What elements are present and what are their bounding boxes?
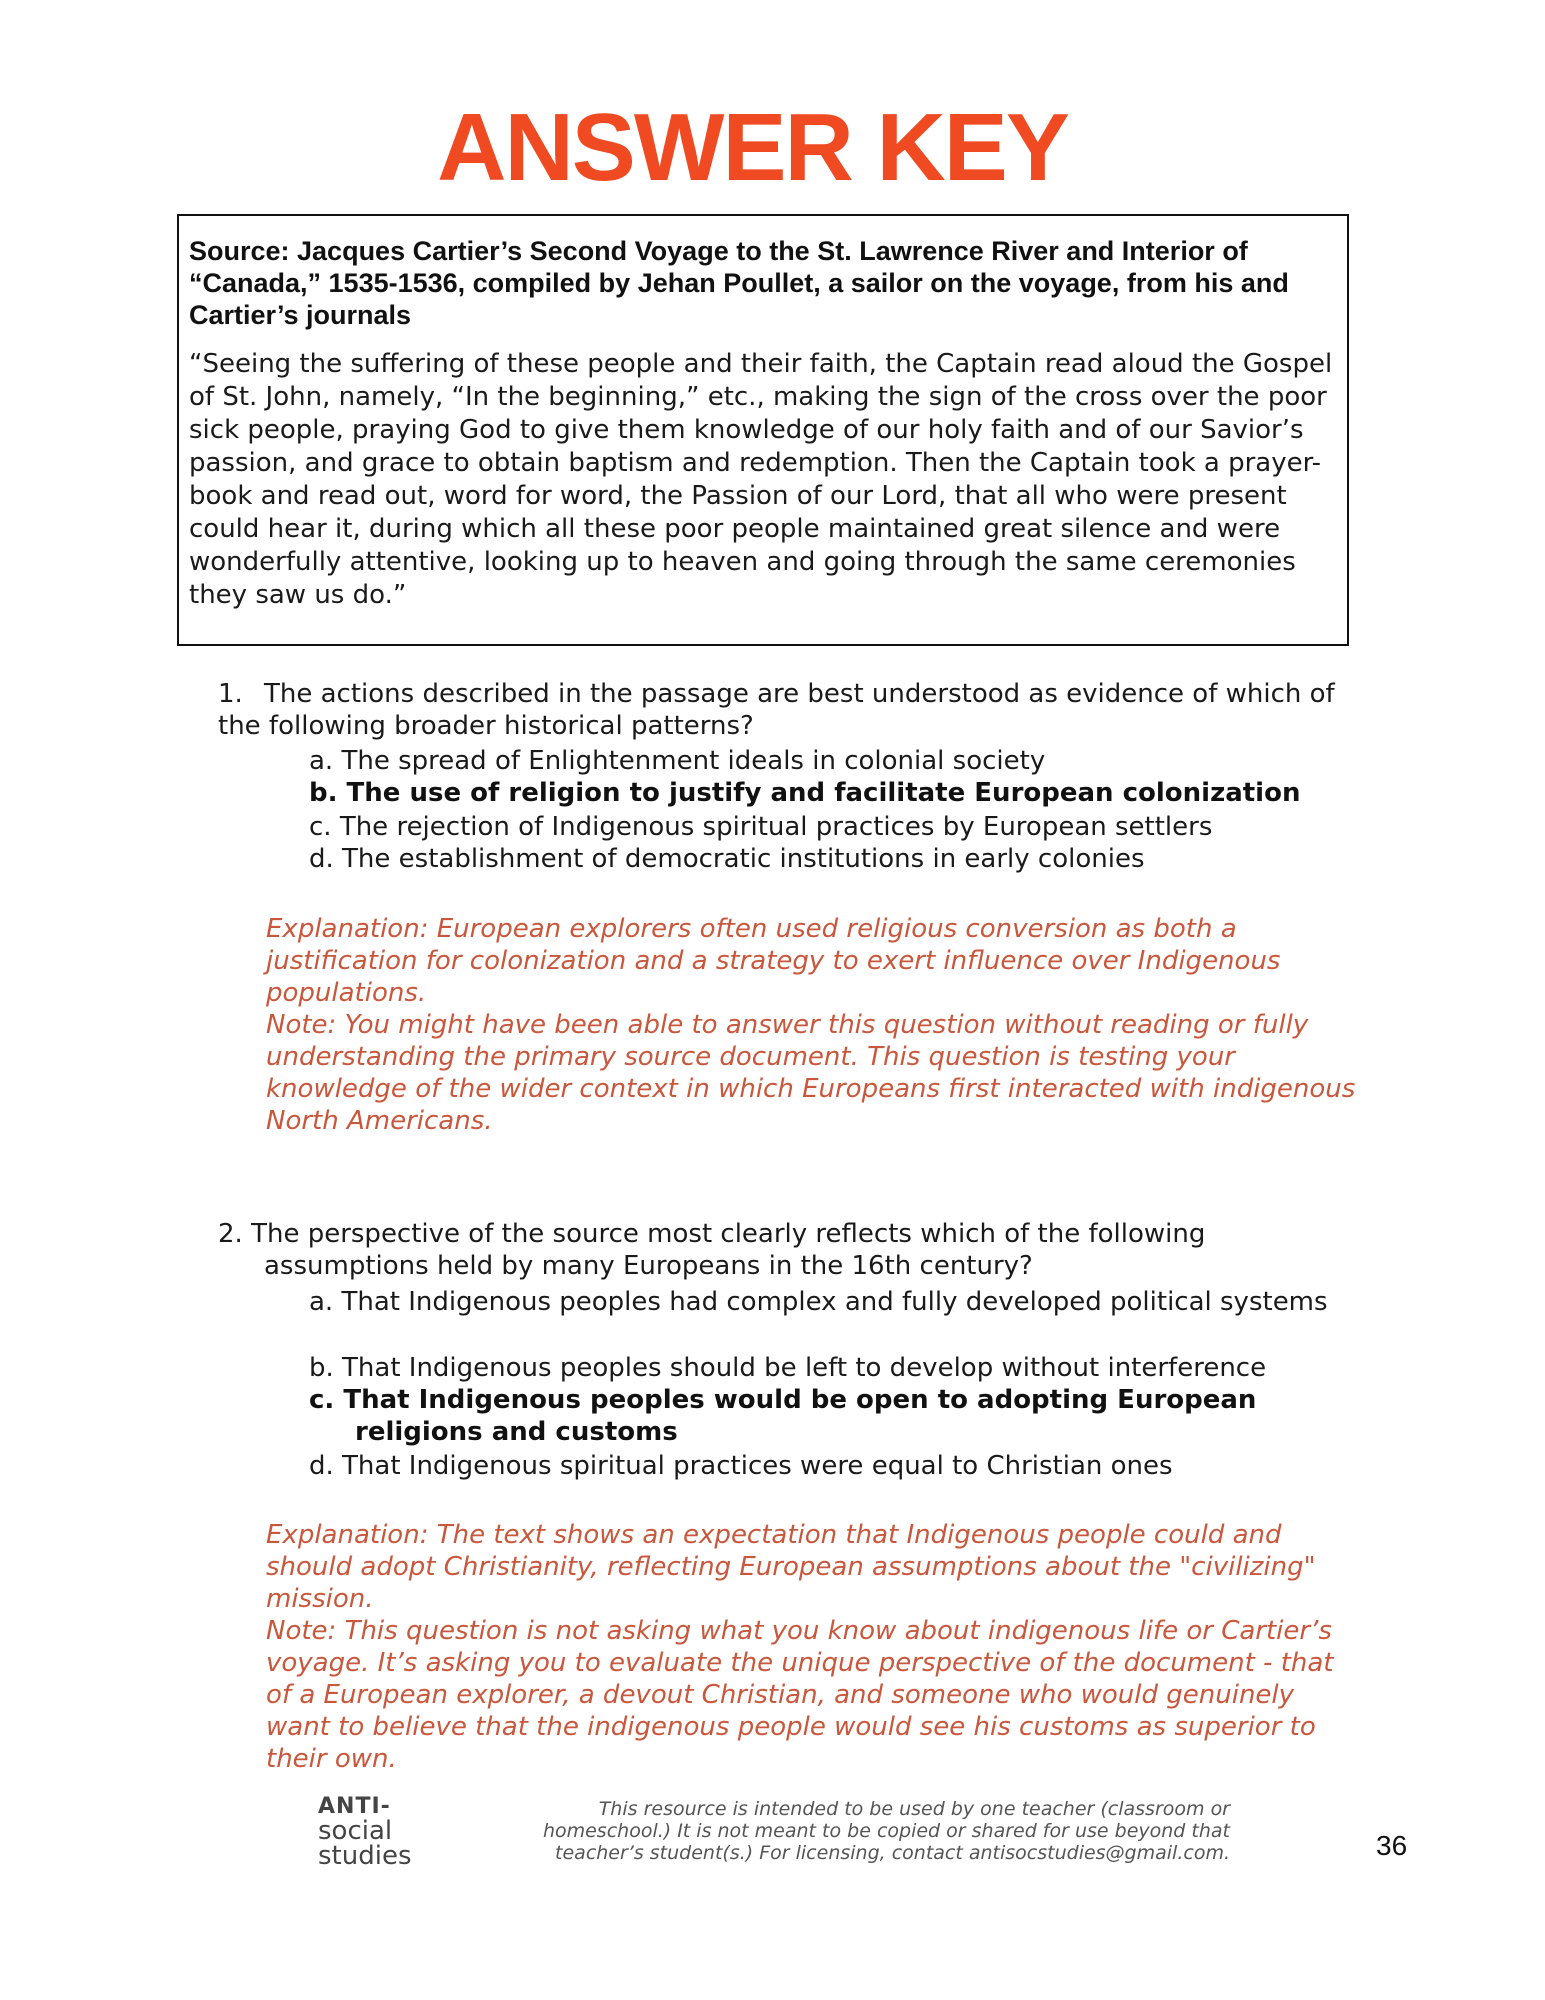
- explanation-text: Explanation: European explorers often used religious conversion as both a justification for colonization and a strategy to exert influence over Indigenous populations.: [266, 914, 1281, 1008]
- brand-logo: [318, 1794, 438, 1869]
- logo-text: ANTI-: [318, 1794, 391, 1819]
- logo-text: social: [318, 1816, 393, 1846]
- answer-option: c. The rejection of Indigenous spiritual practices by European settlers: [309, 812, 1213, 842]
- answer-option: a. That Indigenous peoples had complex and fully developed political systems: [309, 1287, 1328, 1317]
- answer-option: d. That Indigenous spiritual practices were equal to Christian ones: [309, 1451, 1173, 1481]
- answer-option: b. That Indigenous peoples should be left to develop without interference: [309, 1353, 1267, 1383]
- note-text: Note: This question is not asking what you know about indigenous life or Cartier’s voyage. It’s asking you to evaluate the unique perspective of the document - that of a European explorer, a devout Christian, and someone who would genuinely want to believe that the indigenous people would see his customs as superior to their own.: [266, 1616, 1334, 1774]
- source-quote: “Seeing the suffering of these people and their faith, the Captain read aloud the Gospel of St. John, namely, “In the beginning,” etc., making the sign of the cross over the poor sick people, praying God to give them knowledge of our holy faith and of our Savior’s passion, and grace to obtain baptism and redemption. Then the Captain took a prayer-book and read out, word for word, the Passion of our Lord, that all who were present could hear it, during which all these poor people maintained great silence and were wonderfully attentive, looking up to heaven and going through the same ceremonies they saw us do.”: [189, 349, 1333, 610]
- source-heading: Source: Jacques Cartier’s Second Voyage to the St. Lawrence River and Interior of “Canada,” 1535-1536, compiled by Jehan Poullet, a sailor on the voyage, from his and Cartier’s journals: [189, 236, 1289, 330]
- license-note: This resource is intended to be used by one teacher (classroom or homeschool.) It is not meant to be copied or shared for use beyond that teacher’s student(s.) For licensing, contact antisocstudies@gmail.com.: [542, 1798, 1230, 1864]
- question-stem: The perspective of the source most clearly reflects which of the following assumptions held by many Europeans in the 16th century?: [251, 1219, 1206, 1281]
- correct-answer-option: c. That Indigenous peoples would be open to adopting European religions and customs: [309, 1385, 1257, 1447]
- question-stem: The actions described in the passage are best understood as evidence of which of the following broader historical patterns?: [218, 679, 1335, 741]
- question-1: [218, 678, 1378, 742]
- question-2: [218, 1218, 1368, 1282]
- answer-option: d. The establishment of democratic institutions in early colonies: [309, 844, 1145, 874]
- page-title: ANSWER KEY: [437, 94, 1068, 201]
- page-number: 36: [1376, 1830, 1408, 1861]
- question-number: 1.: [218, 679, 243, 709]
- answer-option: a. The spread of Enlightenment ideals in colonial society: [309, 746, 1046, 776]
- correct-answer-option: b. The use of religion to justify and facilitate European colonization: [309, 778, 1301, 808]
- explanation-text: Explanation: The text shows an expectation that Indigenous people could and should adopt Christianity, reflecting European assumptions about the "civilizing" mission.: [266, 1520, 1316, 1614]
- logo-text: studies: [318, 1841, 412, 1871]
- note-text: Note: You might have been able to answer this question without reading or fully understanding the primary source document. This question is testing your knowledge of the wider context in which Europeans first interacted with indigenous North Americans.: [266, 1010, 1356, 1136]
- question-number: 2.: [218, 1219, 243, 1249]
